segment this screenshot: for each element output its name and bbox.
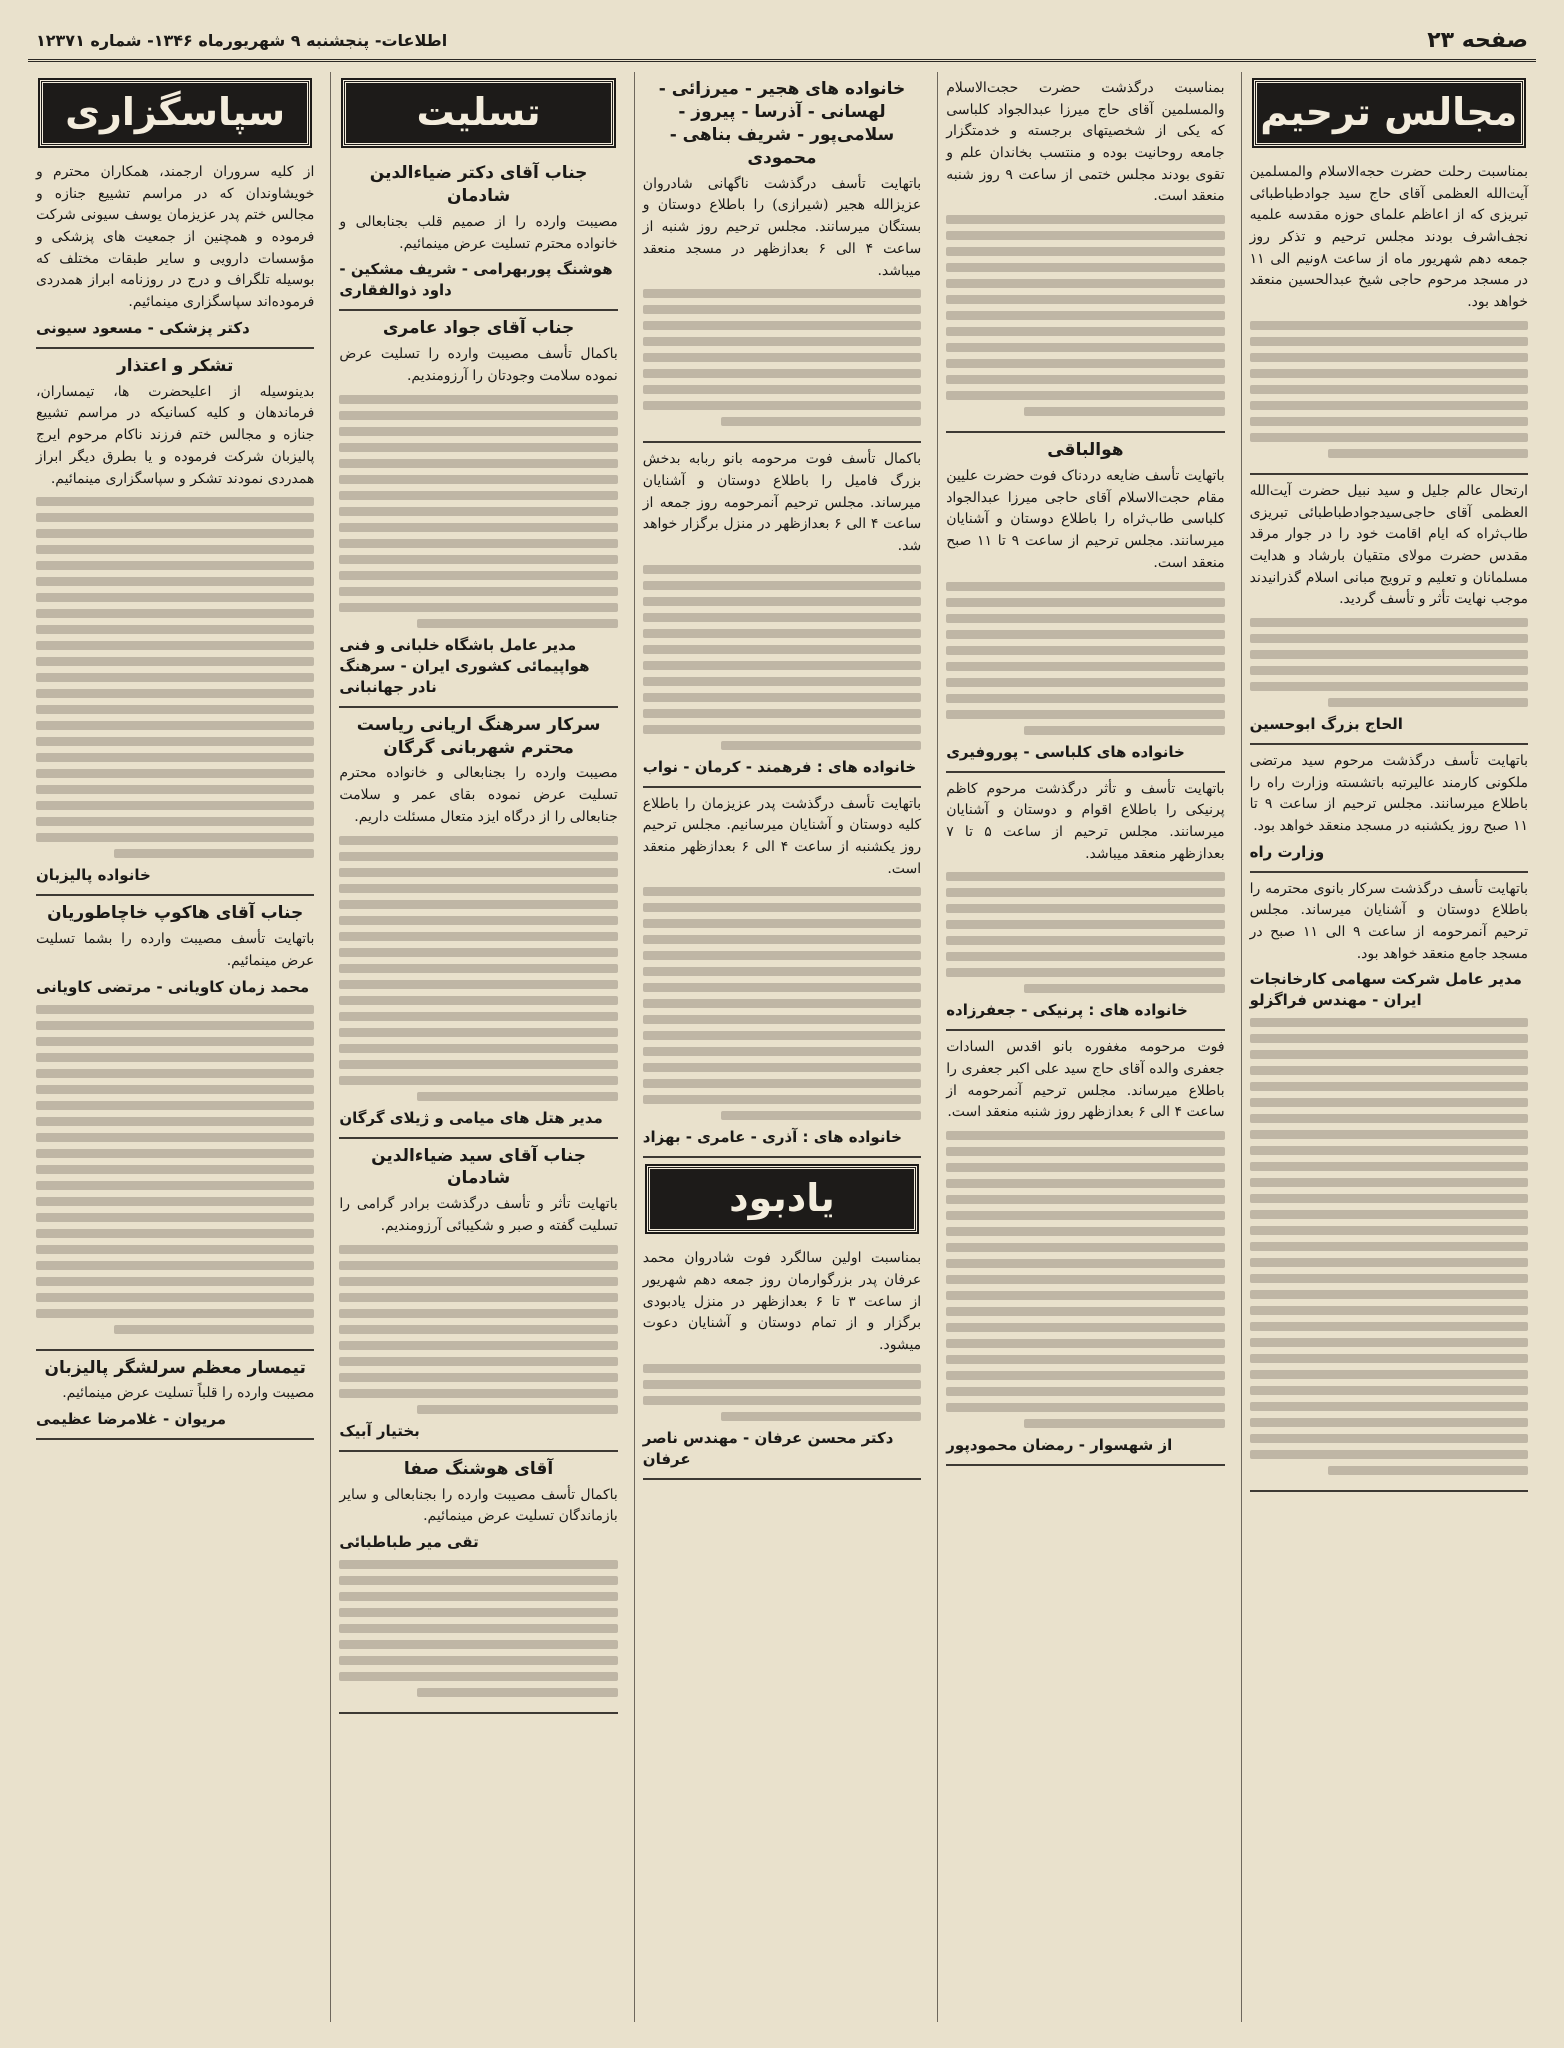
notice-signature: بختیار آبیک	[339, 1421, 420, 1440]
notice-body: مصیبت وارده را بجنابعالی و خانواده محترم تسلیت عرض نموده بقای عمر و سلامت جنابعالی را از درگاه ایزد متعال مسئلت داریم.	[339, 765, 618, 825]
notice	[339, 708, 617, 1139]
illegible-text	[1250, 321, 1528, 458]
notice-signature: تقی میر طباطبائی	[339, 1533, 479, 1552]
notice-signature: دکتر پزشکی - مسعود سیونی	[35, 318, 250, 337]
notice	[1250, 873, 1528, 1493]
notice-body: مصیبت وارده را قلباً تسلیت عرض مینمائیم.	[62, 1385, 315, 1402]
illegible-text	[946, 215, 1224, 416]
notice	[36, 1351, 314, 1441]
notice	[339, 156, 617, 311]
notice-title: خانواده های هجیر - میرزائی - لهسانی - آذرسا - پیروز - سلامی‌پور - شریف بناهی - محمودی	[658, 79, 906, 168]
notice-body: مصیبت وارده را از صمیم قلب بجنابعالی و خانواده محترم تسلیت عرض مینمائیم.	[339, 213, 618, 252]
notice	[946, 773, 1224, 1032]
notice-signature: وزارت راه	[1249, 842, 1325, 861]
section-banner: یادبود	[647, 1166, 917, 1232]
illegible-text	[643, 887, 921, 1120]
notice-signature: مدیر هتل های میامی و ژیلای گرگان	[339, 1108, 603, 1127]
notice-body: فوت مرحومه مغفوره بانو اقدس السادات جعفری والده آقای حاج سید علی اکبر جعفری را باطلاع میرساند. مجلس ترحیم آنمرحومه از ساعت ۴ الی ۶ بعدازظهر روز شنبه منعقد است.	[946, 1039, 1225, 1121]
notice-signature: مدیر عامل باشگاه خلبانی و فنی هواپیمائی کشوری ایران - سرهنگ نادر جهانبانی	[339, 635, 590, 696]
illegible-text	[339, 1245, 617, 1414]
notice	[36, 349, 314, 896]
notice	[36, 156, 314, 349]
illegible-text	[643, 289, 921, 426]
notice-title: جناب آقای سید ضیاءالدین شادمان	[371, 1145, 587, 1189]
notice-signature: خانواده های کلباسی - پوروفیری	[946, 742, 1185, 761]
illegible-text	[643, 565, 921, 750]
notice-body: باکمال تأسف مصیبت وارده را تسلیت عرض نموده سلامت وجودتان را آرزومندیم.	[339, 346, 618, 384]
illegible-text	[946, 872, 1224, 993]
notice-body: باتهایت تأسف درگذشت سرکار بانوی محترمه را باطلاع دوستان و آشنایان میرساند. مجلس ترحیم آنمرحومه از ساعت ۹ الی ۱۱ صبح در مسجد جامع منعقد خواهد بود.	[1249, 880, 1528, 962]
section-banner: تسلیت	[343, 80, 613, 146]
page-header	[28, 22, 1536, 62]
notice-body: بمناسبت اولین سالگرد فوت شادروان محمد عرفان پدر بزرگوارمان روز جمعه دهم شهریور از ساعت ۳ تا ۶ بعدازظهر در منزل یادبودی برگزار و از تمام دوستان و آشنایان دعوت میشود.	[642, 1250, 922, 1354]
notice-body: باکمال تأسف مصیبت وارده را بجنابعالی و سایر بازماندگان تسلیت عرض مینمائیم.	[339, 1486, 618, 1525]
notice-body: باتهایت تأسف مصیبت وارده را بشما تسلیت عرض مینمائیم.	[35, 931, 315, 969]
column-4	[330, 72, 625, 2022]
illegible-text	[339, 1560, 617, 1697]
notice	[946, 433, 1224, 772]
illegible-text	[36, 497, 314, 858]
notice-body: بمناسبت درگذشت حضرت حجت‌الاسلام والمسلمین آقای حاج میرزا عبدالجواد کلباسی که یکی از شخصیتهای برجسته و خدمتگزار جامعه روحانیت بوده و منتسب بخاندان علم و تقوی بودند مجلس ختمی از ساعت ۹ روز شنبه منعقد است.	[946, 80, 1225, 205]
notice	[1250, 745, 1528, 873]
notice	[1250, 475, 1528, 745]
illegible-text	[946, 582, 1224, 735]
notice-title: آقای هوشنگ صفا	[403, 1458, 554, 1479]
section-banner: مجالس ترحیم	[1254, 80, 1524, 146]
notice-title: سرکار سرهنگ اریانی ریاست محترم شهربانی گرگان	[356, 714, 601, 758]
newspaper-columns	[28, 72, 1536, 2022]
notice-body: باکمال تأسف فوت مرحومه بانو ربابه بدخش بزرگ فامیل را باطلاع دوستان و آشنایان میرساند. مجلس ترحیم آنمرحومه روز جمعه از ساعت ۴ الی ۶ بعدازظهر در منزل برگزار خواهد شد.	[642, 451, 922, 554]
illegible-text	[339, 395, 617, 628]
illegible-text	[1250, 1018, 1528, 1475]
notice-title: تشکر و اعتذار	[116, 355, 234, 376]
notice	[1250, 156, 1528, 475]
notice-signature: الحاج بزرگ ابوحسین	[1249, 714, 1403, 733]
column-3	[634, 72, 929, 2022]
column-5	[28, 72, 322, 2022]
notice-signature: خانواده های : آذری - عامری - بهزاد	[642, 1128, 902, 1147]
notice-body: ارتحال عالم جلیل و سید نبیل حضرت آیت‌الله العظمی آقای حاجی‌سیدجوادطباطبائی تبریزی طاب‌ثراه که ایام اقامت خود را در جوار مرقد مقدس حضرت مولای متقیان بارشاد و هدایت مسلمانان و تعلیم و ترویج مبانی اسلام گذرانیدند موجب نهایت تأثر و تأسف گردید.	[1249, 482, 1528, 608]
illegible-text	[36, 1005, 314, 1334]
page-number: صفحه ۲۳	[1427, 28, 1528, 53]
notice	[339, 311, 617, 707]
notice-signature: خانواده پالیزبان	[35, 866, 151, 885]
notice	[643, 443, 921, 787]
notice-body: باتهایت تأثر و تأسف درگذشت برادر گرامی را تسلیت گفته و صبر و شکیبائی آرزومندیم.	[339, 1196, 618, 1235]
section-banner: سپاسگزاری	[40, 80, 310, 146]
notice	[643, 1242, 921, 1479]
notice-signature: خانواده های : فرهمند - کرمان - نواب	[642, 757, 917, 776]
column-2	[937, 72, 1232, 2022]
illegible-text	[1250, 618, 1528, 707]
notice	[643, 72, 921, 443]
notice-body: بدینوسیله از اعلیحضرت ها، تیمساران، فرماندهان و کلیه کسانیکه در مراسم تشییع جنازه و مجالس ختم فرزند ناکام مرحوم ایرج پالیزبان شرکت فرموده و یا بطرق دیگر ابراز همدردی نمودند تشکر و سپاسگزاری مینمائیم.	[35, 383, 315, 487]
column-1	[1241, 72, 1536, 2022]
notice-body: باتهایت تأسف درگذشت پدر عزیزمان را باطلاع کلیه دوستان و آشنایان میرسانیم. مجلس ترحیم روز یکشنبه از ساعت ۴ الی ۶ بعدازظهر منعقد است.	[642, 795, 922, 877]
notice	[339, 1139, 617, 1452]
notice-title: جناب آقای جواد عامری	[382, 318, 575, 339]
notice-title: تیمسار معظم سرلشگر پالیزبان	[44, 1357, 306, 1378]
notice	[339, 1452, 617, 1714]
notice-signature: هوشنگ پوربهرامی - شریف مشکین - داود ذوالفقاری	[339, 260, 613, 300]
notice	[643, 788, 921, 1159]
notice-body: باتهایت تأسف درگذشت مرحوم سید مرتضی ملکونی کارمند عالیرتبه باتشسته وزارت راه را باطلاع میرسانند. مجلس ترحیم از ساعت ۹ تا ۱۱ صبح روز یکشنبه در مسجد منعقد خواهد بود.	[1249, 752, 1528, 834]
notice-body: بمناسبت رحلت حضرت حجه‌الاسلام والمسلمین آیت‌الله العظمی آقای حاج سید جوادطباطبائی تبریزی که از اعاظم علمای حوزه مقدسه علمیه نجف‌اشرف بودند مجلس ترحیم و تذکر روز جمعه دهم شهریور ماه از ساعت ۸ونیم الی ۱۱ در مسجد مرحوم حاجی شیخ عبدالحسین منعقد خواهد بود.	[1249, 164, 1528, 311]
notice-body: باتهایت تأسف درگذشت ناگهانی شادروان عزیزالله هجیر (شیرازی) را باطلاع دوستان و بستگان میرسانند. مجلس ترحیم روز شنبه از ساعت ۴ الی ۶ بعدازظهر در مسجد منعقد میباشد.	[642, 175, 922, 279]
illegible-text	[946, 1131, 1224, 1428]
notice-signature: از شهسوار - رمضان محمودپور	[946, 1436, 1173, 1454]
illegible-text	[339, 836, 617, 1101]
issue-info: اطلاعات- پنجشنبه ۹ شهریورماه ۱۳۴۶- شماره ۱۲۳۷۱	[36, 31, 448, 50]
notice-signature: مریوان - غلامرضا عظیمی	[35, 1410, 227, 1429]
notice-signature: دکتر محسن عرفان - مهندس ناصر عرفان	[642, 1428, 894, 1468]
notice	[946, 72, 1224, 433]
notice-signature: محمد زمان کاویانی - مرتضی کاویانی	[35, 977, 310, 996]
notice-body: از کلیه سروران ارجمند، همکاران محترم و خویشاوندان که در مراسم تشییع جنازه و مجالس ختم پدر عزیزمان یوسف سیونی شرکت فرموده و همچنین از جمعیت های پزشکی و مؤسسات دارویی و سایر طبقات مختلف که بوسیله تلگراف و درج در روزنامه ابراز همدردی فرموده‌اند سپاسگزاری مینمائیم.	[35, 164, 315, 311]
notice-title: جناب آقای دکتر ضیاءالدین شادمان	[369, 163, 588, 206]
notice-signature: خانواده های : پرنیکی - جعفرزاده	[946, 1001, 1188, 1020]
notice-body: باتهایت تأسف ضایعه دردناک فوت حضرت علیین مقام حجت‌الاسلام آقای حاجی میرزا عبدالجواد کلباسی طاب‌ثراه را باطلاع دوستان و آشنایان میرسانند. مجلس ترحیم از ساعت ۹ تا ۱۱ صبح منعقد است.	[946, 468, 1225, 571]
notice-body: باتهایت تأسف و تأثر درگذشت مرحوم کاظم پرنیکی را باطلاع اقوام و دوستان و آشنایان میرسانند. مجلس ترحیم از ساعت ۵ تا ۷ بعدازظهر منعقد میباشد.	[946, 780, 1225, 862]
illegible-text	[643, 1364, 921, 1421]
notice	[946, 1031, 1224, 1466]
notice-title: جناب آقای هاکوپ خاچاطوریان	[47, 903, 304, 924]
notice-signature: مدیر عامل شرکت سهامی کارخانجات ایران - مهندس فراگزلو	[1249, 970, 1522, 1010]
notice-title: هوالباقی	[1047, 440, 1124, 461]
notice	[36, 896, 314, 1350]
